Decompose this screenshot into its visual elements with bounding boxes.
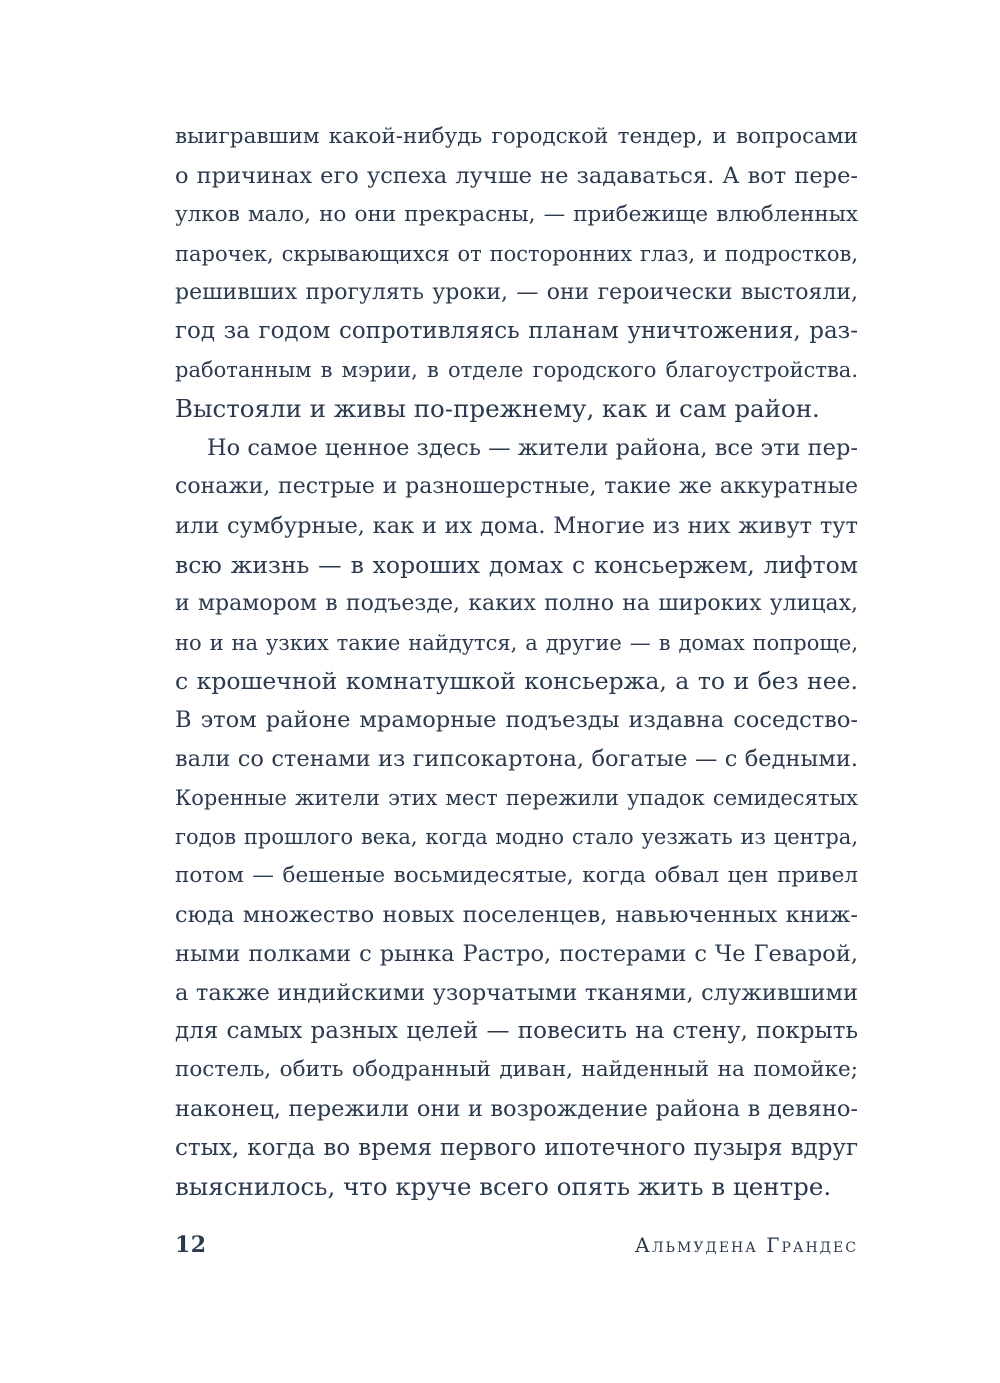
text-line: В этом районе мраморные подъезды издавна соседство- <box>175 707 858 734</box>
text-line: потом — бешеные восьмидесятые, когда обвал цен привел <box>175 862 858 888</box>
text-line: улков мало, но они прекрасны, — прибежище влюбленных <box>175 201 858 227</box>
text-line: парочек, скрывающихся от посторонних глаз, и подростков, <box>175 241 858 266</box>
text-line: всю жизнь — в хороших домах с консьержем, лифтом <box>175 550 858 579</box>
text-line: но и на узких такие найдутся, а другие — в домах попроще, <box>175 630 858 655</box>
paragraph-1 <box>175 118 858 429</box>
text-line: выяснилось, что круче всего опять жить в центре. <box>175 1172 832 1202</box>
text-line: решивших прогулять уроки, — они героически выстояли, <box>175 279 858 305</box>
text-line: работанным в мэрии, в отделе городского благоустройства. <box>175 358 858 383</box>
text-line: вали со стенами из гипсокартона, богатые — с бедными. <box>175 746 858 773</box>
text-line: а также индийскими узорчатыми тканями, служившими <box>175 979 858 1006</box>
text-line: о причинах его успеха лучше не задаваться. А вот пере- <box>175 162 858 189</box>
text-line: годов прошлого века, когда модно стало уезжать из центра, <box>175 825 858 850</box>
text-line: постель, обить ободранный диван, найденный на помойке; <box>175 1057 858 1083</box>
page-number: 12 <box>175 1232 207 1258</box>
text-line: ными полками с рынка Растро, постерами с Че Геварой, <box>175 940 858 967</box>
text-line: выигравшим какой-нибудь городской тендер, и вопросами <box>175 124 858 149</box>
text-line: сонажи, пестрые и разношерстные, такие же аккуратные <box>175 474 858 500</box>
text-line: Выстояли и живы по-прежнему, как и сам район. <box>175 394 820 424</box>
text-line: сюда множество новых поселенцев, навьюченных книж- <box>175 901 858 928</box>
running-footer-author: Альмудена Грандес <box>634 1233 858 1257</box>
text-line: и мрамором в подъезде, каких полно на широких улицах, <box>175 590 858 616</box>
text-line: Коренные жители этих мест пережили упадок семидесятых <box>175 786 858 811</box>
paragraph-2 <box>175 429 858 1207</box>
text-line: или сумбурные, как и их дома. Многие из них живут тут <box>175 512 858 539</box>
page-body <box>175 118 858 1207</box>
text-line: для самых разных целей — повесить на стену, покрыть <box>175 1018 858 1045</box>
text-line: Но самое ценное здесь — жители района, все эти пер- <box>207 435 858 462</box>
text-line: с крошечной комнатушкой консьержа, а то и без нее. <box>175 667 858 696</box>
text-line: стых, когда во время первого ипотечного пузыря вдруг <box>175 1135 858 1162</box>
text-line: год за годом сопротивляясь планам уничтожения, раз- <box>175 318 858 345</box>
text-line: наконец, пережили они и возрождение района в девяно- <box>175 1096 858 1123</box>
